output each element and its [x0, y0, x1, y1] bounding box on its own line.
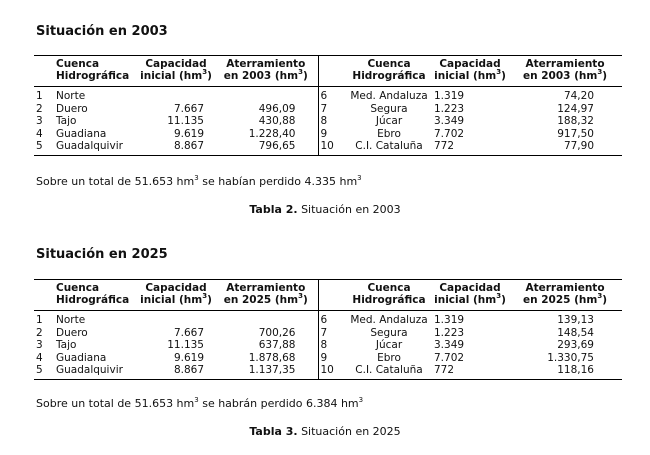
header-cuenca: Cuenca Hidrográfica: [56, 58, 130, 82]
section-title: Situación en 2025: [36, 247, 168, 262]
table-caption: Tabla 3. Situación en 2025: [249, 425, 401, 438]
header-cuenca: Cuenca Hidrográfica: [352, 282, 426, 306]
table-caption: Tabla 2. Situación en 2003: [249, 203, 401, 216]
header-capacidad: Capacidad inicial $(hm^3)$: [434, 58, 506, 82]
header-aterramiento: Aterramiento en 2025 $(hm^3)$: [223, 282, 308, 306]
table-row: 2 Duero 7.667 700,26 7 Segura 1.223 148,54: [36, 326, 594, 339]
table-row: 5 Guadalquivir 8.867 796,65 10 C.I. Cataluña 772 77,90: [34, 140, 622, 155]
section-title: Situación en 2003: [36, 24, 168, 39]
data-table: [34, 55, 622, 156]
table-row: 2 Duero 7.667 496,09 7 Segura 1.223 124,97: [36, 102, 594, 115]
table-row: 4 Guadiana 9.619 1.878,68 9 Ebro 7.702 1.330,75: [36, 351, 594, 364]
summary-note: Sobre un total de 51.653 $hm^3$ se habrán perdido 6.384 $hm^3$: [36, 396, 364, 410]
header-capacidad: Capacidad inicial $(hm^3)$: [140, 282, 212, 306]
header-capacidad: Capacidad inicial $(hm^3)$: [140, 58, 212, 82]
header-aterramiento: Aterramiento en 2025 $(hm^3)$: [522, 282, 608, 306]
header-row: [34, 56, 622, 87]
table-row: 1 Norte 6 Med. Andaluza 1.319 74,20: [34, 87, 622, 103]
header-aterramiento: Aterramiento en 2003 $(hm^3)$: [223, 58, 308, 82]
table-row: 3 Tajo 11.135 637,88 8 Júcar 3.349 293,69: [36, 339, 594, 352]
header-row: [34, 280, 622, 311]
header-cuenca: Cuenca Hidrográfica: [56, 282, 130, 306]
table-row: 4 Guadiana 9.619 1.228,40 9 Ebro 7.702 917,50: [36, 127, 594, 140]
table-row: 5 Guadalquivir 8.867 1.137,35 10 C.I. Cataluña 772 118,16: [34, 364, 622, 379]
summary-note: Sobre un total de 51.653 $hm^3$ se habían perdido 4.335 $hm^3$: [36, 174, 362, 188]
data-table: [34, 279, 622, 380]
header-cuenca: Cuenca Hidrográfica: [352, 58, 426, 82]
header-aterramiento: Aterramiento en 2003 $(hm^3)$: [522, 58, 608, 82]
table-row: 3 Tajo 11.135 430,88 8 Júcar 3.349 188,32: [36, 115, 594, 128]
header-capacidad: Capacidad inicial $(hm^3)$: [434, 282, 506, 306]
table-row: 1 Norte 6 Med. Andaluza 1.319 139,13: [34, 311, 622, 327]
